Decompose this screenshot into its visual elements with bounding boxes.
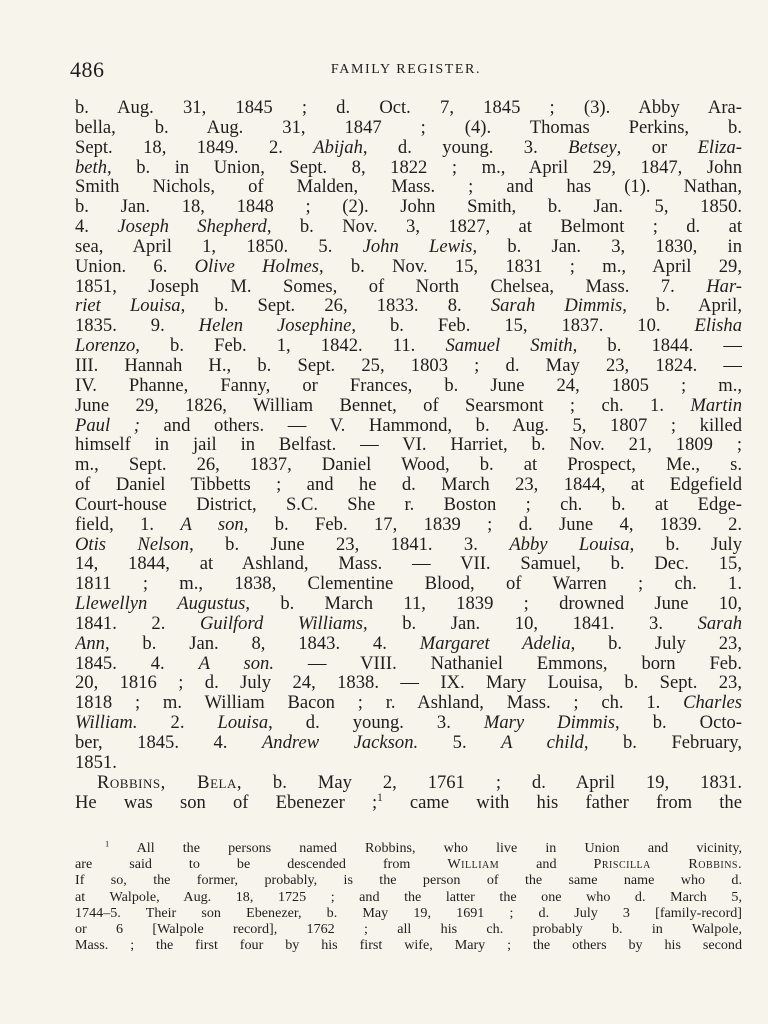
text-line [75,733,742,753]
text-run: Priscilla Robbins. [593,856,742,873]
text-line [75,693,742,713]
text-line [75,336,742,356]
page-number: 486 [70,57,105,82]
italic-name: A child [501,733,584,753]
text-line [75,495,742,515]
footnote-marker: 1 [105,840,110,849]
text-run: , d. young. 3. [362,137,569,158]
text-line [75,515,742,535]
text-line [75,356,742,376]
italic-name: Lorenzo [75,336,136,356]
italic-name: Olive Holmes [194,256,319,277]
text-run: are said to be descended from [75,856,448,873]
footnotes [75,840,742,953]
italic-name: Guilford Williams [199,613,363,634]
text-run: 1744–5. Their son Ebenezer, b. May 19, 1691 ; d. July 3 [family-record] [75,904,742,921]
text-line [75,277,742,297]
page-header [70,57,742,83]
italic-name: Elisha [694,316,742,337]
text-run: , b. 1844. — [572,336,742,356]
text-run: , b. June 23, 1841. 3. [189,534,510,555]
text-line [75,435,742,455]
text-line [75,475,742,495]
text-run: 1835. 9. [75,316,199,337]
text-run: , b. Sept. 26, 1833. 8. [180,296,491,317]
text-line [75,773,742,793]
italic-name: Har- [706,276,742,297]
text-run: ber, 1845. 4. [75,733,262,753]
text-run: b. May 2, 1761 ; d. April 19, 1831. [241,772,742,793]
text-run: , b. Octo- [615,713,742,733]
text-line [75,296,742,316]
body-text [75,98,742,812]
text-line [75,673,742,693]
italic-name: Paul ; [75,415,140,436]
text-run: 1841. 2. [75,613,200,634]
text-line [75,713,742,733]
running-head: FAMILY REGISTER. [330,62,482,77]
italic-name: Otis Nelson [75,534,190,555]
text-run: , b. Jan. 3, 1830, in [472,236,742,257]
italic-name: Ann [75,633,105,654]
text-line [75,634,742,654]
text-run: IV. Phanne, Fanny, or Frances, b. June 24, 1805 ; m., [75,375,742,396]
text-run: William [447,856,500,873]
text-run: III. Hannah H., b. Sept. 25, 1803 ; d. May 23, 1824. — [75,355,742,376]
italic-name: Abby Louisa [509,534,630,555]
italic-name: A son. [198,653,274,674]
text-line [75,535,742,555]
italic-name: riet Louisa [75,296,181,317]
text-run: , b. July 23, [570,633,742,654]
text-line [75,217,742,237]
text-line [75,237,742,257]
text-run: sea, April 1, 1850. 5. [75,236,363,257]
text-run: 1811 ; m., 1838, Clementine Blood, of Warren ; ch. 1. [75,574,742,595]
text-run: , b. Feb. 1, 1842. 11. [135,336,446,356]
text-run: m., Sept. 26, 1837, Daniel Wood, b. at Prospect, Me., s. [75,455,742,476]
text-run: b. Jan. 18, 1848 ; (2). John Smith, b. Jan. 5, 1850. [75,197,742,218]
text-run: 2. [137,713,218,733]
italic-name: Louisa [217,713,269,733]
text-run: , b. February, [583,733,742,753]
text-run: , b. in Union, Sept. 8, 1822 ; m., April 29, 1847, John [107,157,742,178]
text-run: 1845. 4. [75,653,199,674]
text-run: He was son of Ebenezer ; [75,792,378,813]
text-run: came with his father from the [382,792,742,813]
text-run: Mass. ; the first four by his first wife, Mary ; the others by his second [75,937,742,954]
text-line [75,654,742,674]
text-run: , d. young. 3. [268,713,484,733]
italic-name: Sarah [697,613,742,634]
text-run: , b. Feb. 15, 1837. 10. [351,316,695,337]
italic-name: Martin [690,395,742,416]
text-line [75,396,742,416]
italic-name: Eliza- [697,137,742,158]
text-line [75,316,742,336]
text-line [75,257,742,277]
text-run: , b. Nov. 3, 1827, at Belmont ; d. at [266,217,742,237]
italic-name: Andrew Jackson. [261,733,419,753]
text-run: field, 1. [75,514,181,535]
italic-name: Samuel Smith [445,336,573,356]
text-run: of Daniel Tibbetts ; and he d. March 23, 1844, at Edgefield [75,475,742,495]
italic-name: Margaret Adelia [419,633,571,654]
text-line [75,840,742,856]
text-line [75,416,742,436]
text-run: Robbins, Bela, [97,772,242,793]
text-run: June 29, 1826, William Bennet, of Searsmont ; ch. 1. [75,395,691,416]
text-line [75,455,742,475]
text-run: bella, b. Aug. 31, 1847 ; (4). Thomas Perkins, b. [75,117,742,138]
text-line [75,872,742,888]
italic-name: beth [75,157,108,178]
text-run: and [499,856,594,873]
text-line [75,118,742,138]
italic-name: Charles [683,693,742,714]
text-line [75,98,742,118]
text-run: himself in jail in Belfast. — VI. Harriet, b. Nov. 21, 1809 ; [75,435,742,456]
text-run: , or [616,137,698,158]
text-run: 20, 1816 ; d. July 24, 1838. — IX. Mary Louisa, b. Sept. 23, [75,673,742,694]
text-run: 1851. [75,752,117,773]
italic-name: Betsey [568,137,617,158]
text-line [75,889,742,905]
text-run: 14, 1844, at Ashland, Mass. — VII. Samuel, b. Dec. 15, [75,554,742,575]
text-line [75,376,742,396]
italic-name: Helen Josephine [198,316,352,337]
text-run: and others. — V. Hammond, b. Aug. 5, 1807 ; killed [139,415,742,436]
text-line [75,138,742,158]
text-run: , b. Jan. 10, 1841. 3. [363,613,698,634]
text-line [75,614,742,634]
text-line [75,574,742,594]
text-line [75,177,742,197]
text-run: b. Aug. 31, 1845 ; d. Oct. 7, 1845 ; (3). Abby Ara- [75,98,742,118]
italic-name: Mary Dimmis [483,713,616,733]
text-run: Court-house District, S.C. She r. Boston ; ch. b. at Edge- [75,494,742,515]
text-run: , b. March 11, 1839 ; drowned June 10, [245,594,742,614]
text-run: or 6 [Walpole record], 1762 ; all his ch. probably b. in Walpole, [75,920,742,937]
text-run: All the persons named Robbins, who live in Union and vicinity, [109,840,742,856]
text-run: , b. April, [622,296,742,317]
text-line [75,937,742,953]
text-run: If so, the former, probably, is the person of the same name who d. [75,872,742,889]
text-run: Sept. 18, 1849. 2. [75,137,314,158]
text-run: 1851, Joseph M. Somes, of North Chelsea, Mass. 7. [75,276,707,297]
text-line [75,793,742,813]
text-line [75,753,742,773]
text-run: , b. Feb. 17, 1839 ; d. June 4, 1839. 2. [243,514,742,535]
text-run: 5. [418,733,502,753]
text-line [75,197,742,217]
text-line [75,905,742,921]
italic-name: A son [180,514,244,535]
text-run: 4. [75,217,118,237]
text-line [75,921,742,937]
italic-name: William. [75,713,138,733]
italic-name: John Lewis [362,236,473,257]
text-line [75,594,742,614]
footnote-marker: 1 [377,792,383,804]
text-run: at Walpole, Aug. 18, 1725 ; and the latter the one who d. March 5, [75,888,742,905]
text-run: — VIII. Nathaniel Emmons, born Feb. [274,653,742,674]
italic-name: Sarah Dimmis [490,296,623,317]
italic-name: Joseph Shepherd [117,217,267,237]
text-line [75,856,742,872]
text-run: , b. July [629,534,742,555]
text-run: , b. Jan. 8, 1843. 4. [104,633,420,654]
text-run: Union. 6. [75,256,195,277]
text-line [75,158,742,178]
text-line [75,554,742,574]
text-run: Smith Nichols, of Malden, Mass. ; and has (1). Nathan, [75,177,742,198]
text-run: , b. Nov. 15, 1831 ; m., April 29, [318,256,742,277]
italic-name: Abijah [313,137,363,158]
italic-name: Llewellyn Augustus [75,594,246,614]
text-run: 1818 ; m. William Bacon ; r. Ashland, Mass. ; ch. 1. [75,693,684,714]
